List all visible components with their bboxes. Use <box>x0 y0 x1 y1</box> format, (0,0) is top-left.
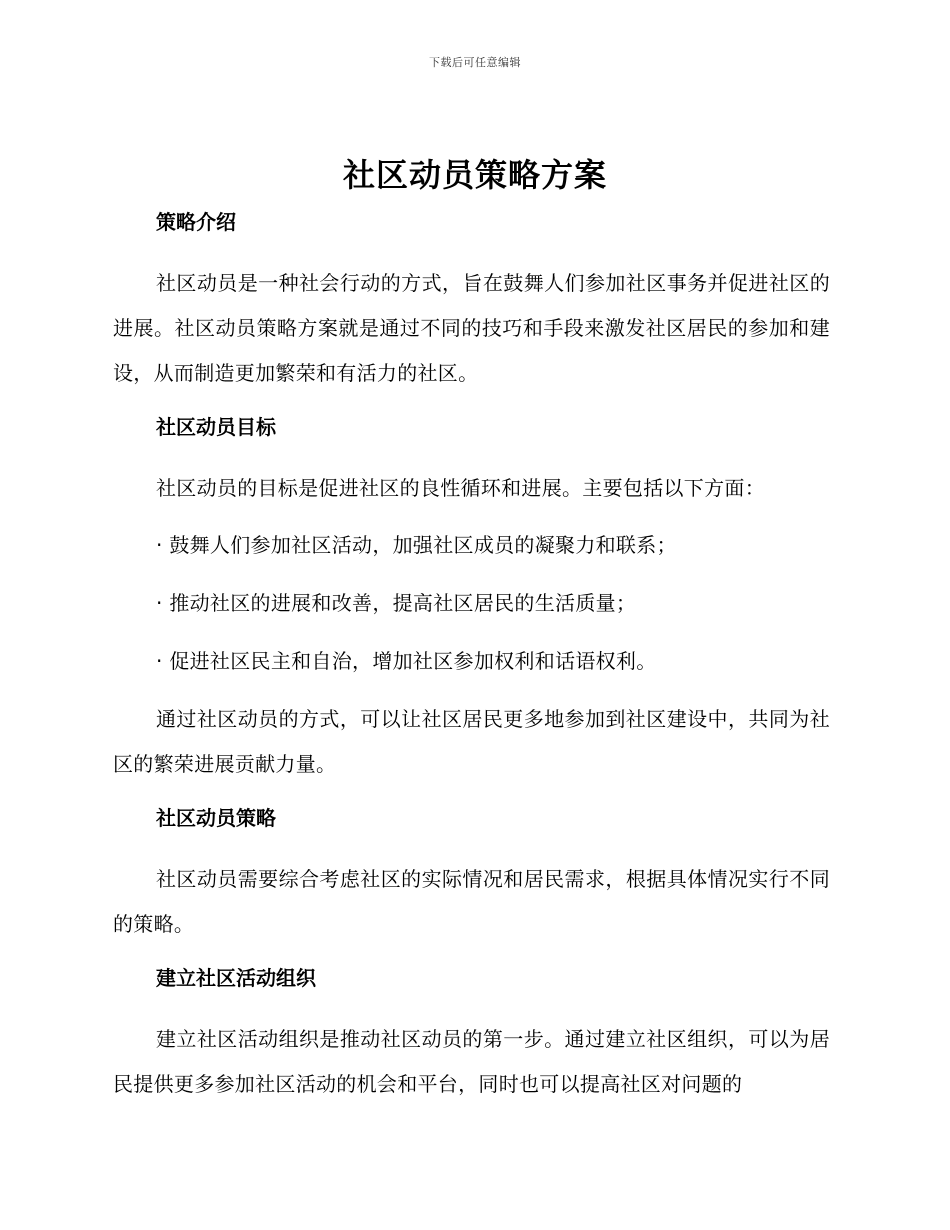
document-body <box>113 203 830 1119</box>
section-heading-goals: 社区动员目标 <box>156 415 276 439</box>
paragraph-goals: 社区动员的目标是促进社区的良性循环和进展。主要包括以下方面： <box>156 476 765 500</box>
section-heading-organization: 建立社区活动组织 <box>156 966 316 990</box>
bullet-item: · 促进社区民主和自治，增加社区参加权利和话语权利。 <box>156 649 657 673</box>
bullet-item: · 推动社区的进展和改善，提高社区居民的生活质量； <box>156 591 637 615</box>
document-title: 社区动员策略方案 <box>342 156 607 194</box>
paragraph-goals-closing: 通过社区动员的方式，可以让社区居民更多地参加到社区建设中，共同为社区的繁荣进展贡献力量。 <box>113 707 830 776</box>
paragraph-strategy: 社区动员需要综合考虑社区的实际情况和居民需求，根据具体情况实行不同的策略。 <box>113 867 830 936</box>
section-heading-intro: 策略介绍 <box>156 210 236 234</box>
bullet-item: · 鼓舞人们参加社区活动，加强社区成员的凝聚力和联系； <box>156 533 677 557</box>
section-heading-strategy: 社区动员策略 <box>156 806 276 830</box>
paragraph-organization: 建立社区活动组织是推动社区动员的第一步。通过建立社区组织，可以为居民提供更多参加社区活动的机会和平台，同时也可以提高社区对问题的 <box>113 1027 830 1096</box>
paragraph-intro: 社区动员是一种社会行动的方式，旨在鼓舞人们参加社区事务并促进社区的进展。社区动员策略方案就是通过不同的技巧和手段来激发社区居民的参加和建设，从而制造更加繁荣和有活力的社区。 <box>113 271 830 385</box>
page-header-note: 下载后可任意编辑 <box>429 56 521 69</box>
